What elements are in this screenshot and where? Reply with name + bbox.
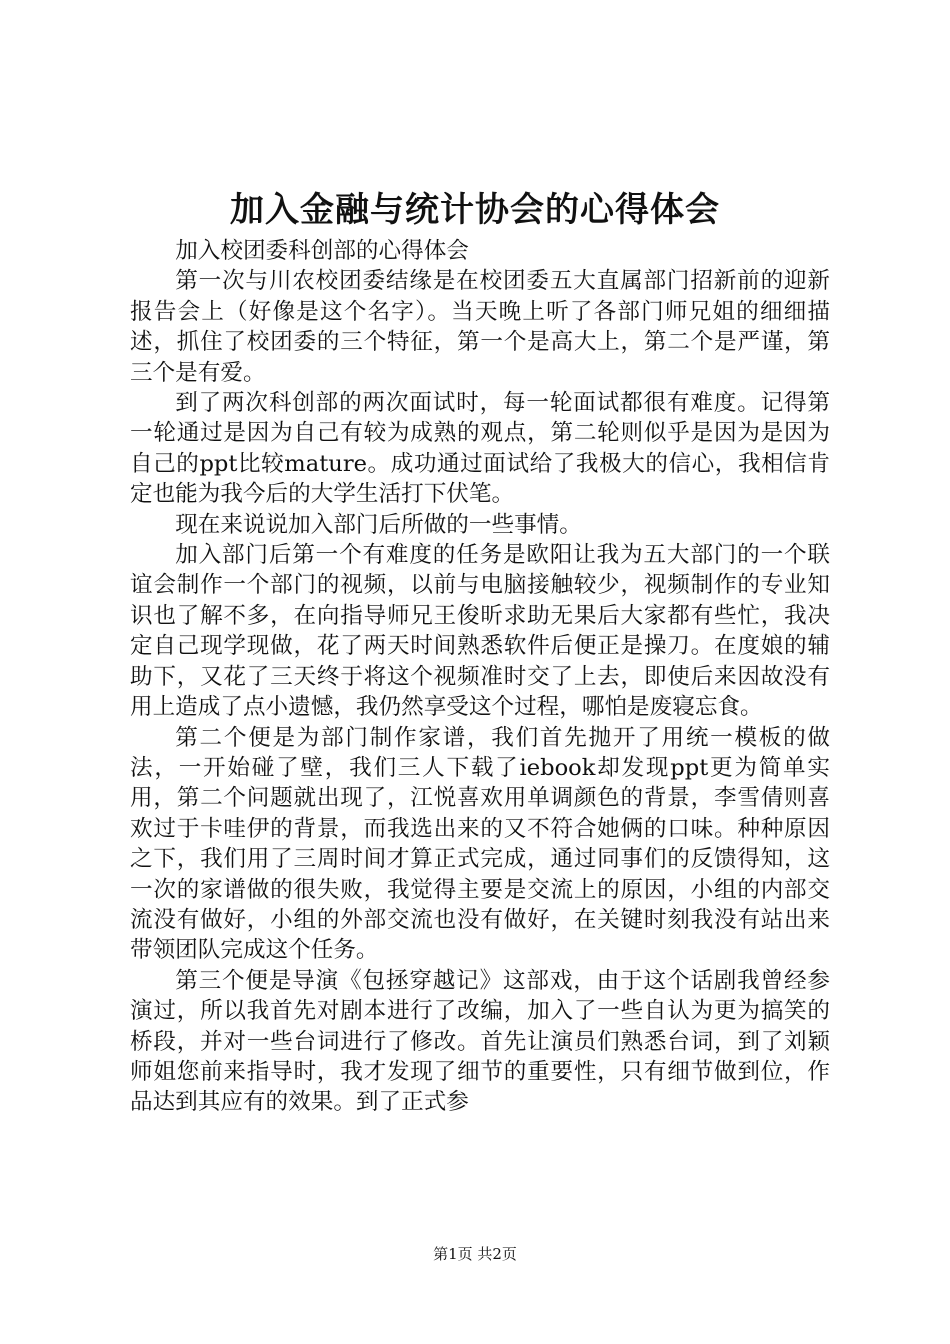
paragraph-subtitle: 加入校团委科创部的心得体会: [175, 238, 469, 264]
paragraph: 第二个便是为部门制作家谱，我们首先抛开了用统一模板的做法，一开始碰了壁，我们三人下载了iebook却发现ppt更为简单实用，第二个问题就出现了，江悦喜欢用单调颜色的背景，李雪倩则喜欢过于卡哇伊的背景，而我选出来的又不符合她俩的口味。种种原因之下，我们用了三周时间才算正式完成，通过同事们的反馈得知，这一次的家谱做的很失败，我觉得主要是交流上的原因，小组的内部交流没有做好，小组的外部交流也没有做好，在关键时刻我没有站出来带领团队完成这个任务。: [130, 724, 830, 964]
paragraph: 到了两次科创部的两次面试时，每一轮面试都很有难度。记得第一轮通过是因为自己有较为成熟的观点，第二轮则似乎是因为是因为自己的ppt比较mature。成功通过面试给了我极大的信心，我相信肯定也能为我今后的大学生活打下伏笔。: [130, 390, 830, 508]
document-title: 加入金融与统计协会的心得体会: [230, 190, 720, 230]
paragraph: 加入部门后第一个有难度的任务是欧阳让我为五大部门的一个联谊会制作一个部门的视频，以前与电脑接触较少，视频制作的专业知识也了解不多，在向指导师兄王俊昕求助无果后大家都有些忙，我决定自己现学现做，花了两天时间熟悉软件后便正是操刀。在度娘的辅助下，又花了三天终于将这个视频准时交了上去，即使后来因故没有用上造成了点小遗憾，我仍然享受这个过程，哪怕是废寝忘食。: [130, 542, 830, 721]
paragraph: 第三个便是导演《包拯穿越记》这部戏，由于这个话剧我曾经参演过，所以我首先对剧本进行了改编，加入了一些自认为更为搞笑的桥段，并对一些台词进行了修改。首先让演员们熟悉台词，到了刘颖师姐您前来指导时，我才发现了细节的重要性，只有细节做到位，作品达到其应有的效果。到了正式参: [130, 967, 830, 1116]
document-body: [130, 236, 830, 1118]
paragraph: 现在来说说加入部门后所做的一些事情。: [175, 511, 582, 538]
page-footer: 第1页 共2页: [433, 1245, 517, 1263]
paragraph: 第一次与川农校团委结缘是在校团委五大直属部门招新前的迎新报告会上（好像是这个名字）。当天晚上听了各部门师兄姐的细细描述，抓住了校团委的三个特征，第一个是高大上，第二个是严谨，第三个是有爱。: [130, 268, 830, 386]
